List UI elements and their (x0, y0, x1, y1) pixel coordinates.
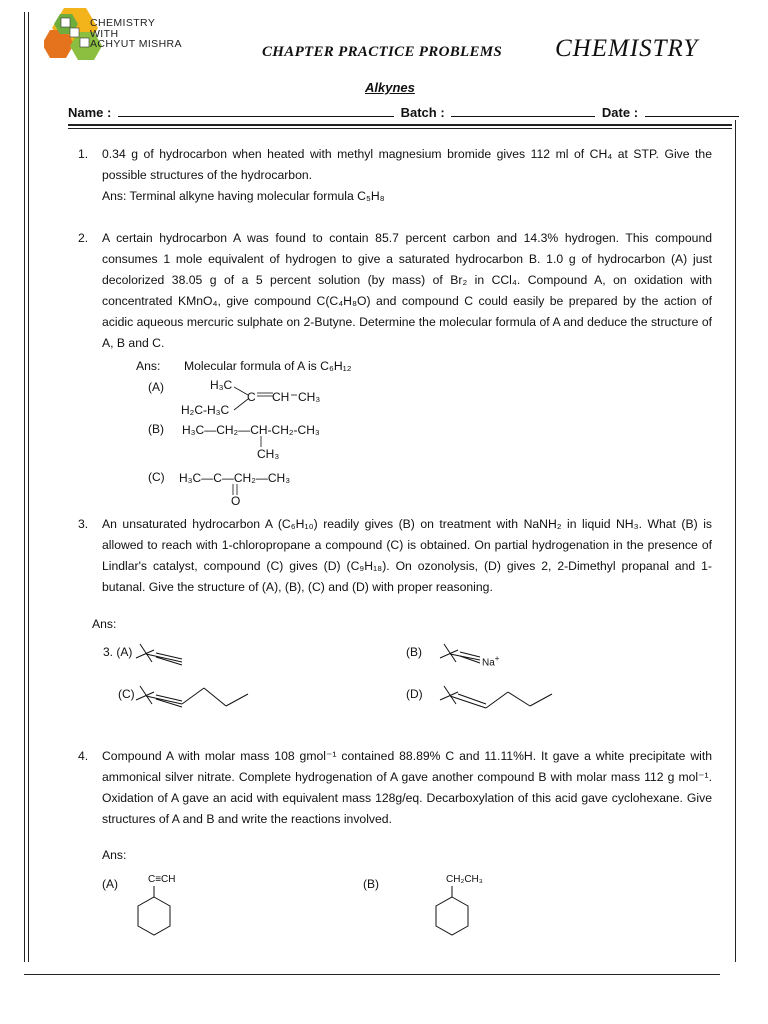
brand-line-2: WITH (90, 27, 119, 40)
ethylcyclohexane-icon (428, 884, 478, 942)
batch-field[interactable] (451, 116, 595, 117)
brand-line-3: ACHYUT MISHRA (90, 38, 182, 50)
structure-a-h3c: H₃C (210, 378, 233, 392)
structure-a-c: C (247, 390, 256, 404)
question-number: 3. (78, 517, 89, 531)
answer-text: Molecular formula of A is C₆H₁₂ (184, 359, 352, 373)
structure-label-4b: (B) (363, 877, 379, 891)
structure-label-3b: (B) (406, 645, 422, 659)
question-answer: Ans: Terminal alkyne having molecular formula C₅H₈ (102, 189, 385, 203)
topic-title: Alkynes (365, 80, 415, 95)
cyclohexyl-acetylene-icon (130, 884, 180, 942)
structure-c-chain: H₃C—C—CH₂—CH₃ (179, 471, 291, 485)
question-4 (78, 746, 712, 830)
date-label: Date : (601, 105, 639, 120)
brand-line-1: CHEMISTRY (90, 17, 156, 29)
answer-label: Ans: (92, 617, 117, 631)
structure-c-oxygen: O (231, 494, 241, 508)
structure-label-b: (B) (148, 422, 164, 436)
structure-label-3d: (D) (406, 687, 423, 701)
sodium-symbol: Na (482, 657, 495, 669)
structure-a-ch: CH (272, 390, 290, 404)
left-border-line-inner (28, 12, 29, 962)
batch-label: Batch : (400, 105, 445, 120)
question-text: An unsaturated hydrocarbon A (C₆H₁₀) readily gives (B) on treatment with NaNH₂ in liquid NH₃. What (B) is allowed to reach with 1-chloropropane a compound (C) is obtained. On partial hydrogenation in the presence of Lindlar's catalyst, compound (C) gives (D) (C₉H₁₈). On ozonolysis, (D) gives 2, 2-Dimethyl propanal and 1-butanal. Give the structure of (A), (B), (C) and (D) with proper reasoning. (102, 517, 712, 594)
right-border-line (735, 120, 736, 962)
structure-label-4a: (A) (102, 877, 118, 891)
header-divider-thin (68, 128, 732, 129)
answer-label: Ans: (136, 359, 161, 373)
question-number: 4. (78, 749, 89, 763)
brand-name (90, 18, 182, 50)
structure-4b-substituent: CH₂CH₃ (446, 874, 483, 885)
single-bond-icon (290, 393, 298, 397)
structure-4a-substituent: C≡CH (148, 874, 176, 885)
date-field[interactable] (645, 116, 739, 117)
student-info-row (68, 105, 739, 120)
structure-a-h2c: H₂C-H₃C (181, 403, 230, 417)
structure-b-branch: CH₃ (257, 447, 280, 461)
left-border-line-outer (24, 12, 25, 962)
alkene-chain-icon (438, 682, 554, 712)
question-number: 2. (78, 231, 89, 245)
sodium-acetylide-icon (438, 640, 484, 670)
structure-label-3c: (C) (118, 687, 135, 701)
question-2 (78, 228, 712, 354)
question-number: 1. (78, 147, 89, 161)
alkyne-chain-icon (134, 682, 250, 712)
question-1 (78, 144, 712, 207)
question-text: Compound A with molar mass 108 gmol⁻¹ contained 88.89% C and 11.11%H. It gave a white precipitate with ammonical silver nitrate. Complete hydrogenation of A gave another compound B with molar mass 112 g mol⁻¹. Oxidation of A gave an acid with equivalent mass 128g/eq. Decarboxylation of this acid gave cyclohexane. Give structures of A and B and write the reactions involved. (102, 749, 712, 826)
question-text: A certain hydrocarbon A was found to contain 85.7 percent carbon and 14.3% hydrogen. This compound consumes 1 mole equivalent of hydrogen to give a saturated hydrocarbon B. 1.0 g of hydrocarbon (A) just decolorized 38.05 g of a 5 percent solution (by mass) of Br₂ in CCl₄. Compound A, on oxidation with concentrated KMnO₄, give compound C(C₄H₈O) and compound C could easily be prepared by the action of acidic aqueous mercuric sulphate on 2-Butyne. Determine the molecular formula of A and deduce the structure of A, B and C. (102, 231, 712, 350)
structure-a-ch3: CH₃ (298, 390, 321, 404)
structure-label-a: (A) (148, 380, 164, 394)
sodium-label: Na+ (482, 654, 500, 669)
question-text: 0.34 g of hydrocarbon when heated with methyl magnesium bromide gives 112 ml of CH₄ at STP. Give the possible structures of the hydrocarbon. (102, 147, 712, 182)
answer-label: Ans: (102, 848, 127, 862)
tert-butyl-acetylene-icon (134, 640, 186, 670)
name-label: Name : (68, 105, 112, 120)
question-3 (78, 514, 712, 598)
branch-bonds-icon (232, 384, 252, 414)
structure-label-3a: 3. (A) (103, 645, 133, 659)
practice-title: CHAPTER PRACTICE PROBLEMS (262, 44, 503, 60)
name-field[interactable] (118, 116, 394, 117)
structure-label-c: (C) (148, 470, 165, 484)
structure-b-chain: H₃C—CH₂—CH-CH₂-CH₃ (182, 423, 320, 437)
footer-line (24, 974, 720, 975)
header-divider (68, 124, 732, 126)
subject-title: CHEMISTRY (555, 35, 699, 62)
